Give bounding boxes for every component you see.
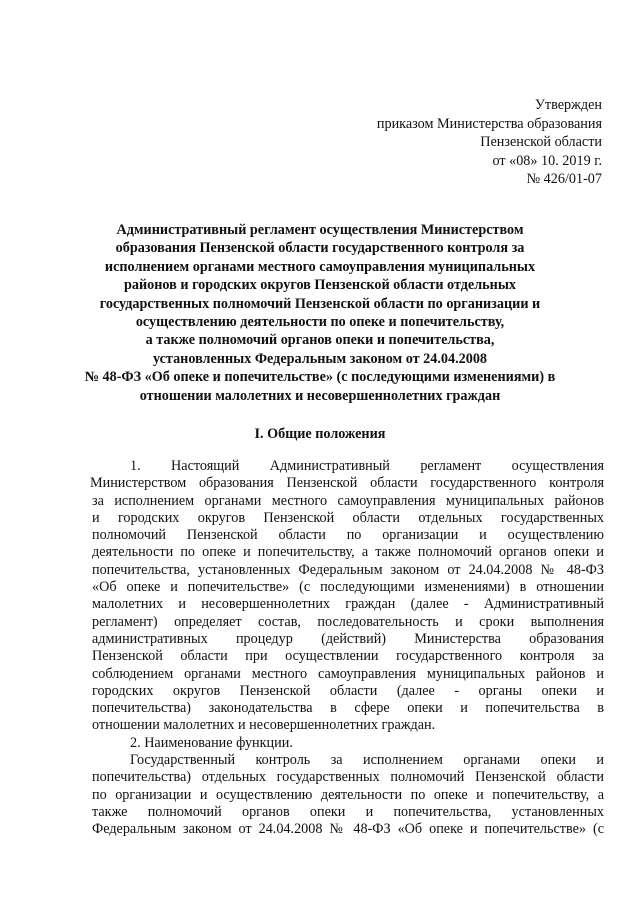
body-line: отношении малолетних и несовершеннолетних граждан. (92, 717, 436, 734)
body-line: попечительства) отдельных государственных полномочий Пензенской области (92, 769, 604, 786)
body-line: Министерством образования Пензенской области государственного контроля (90, 475, 604, 492)
approval-line: от «08» 10. 2019 г. (492, 152, 602, 169)
title-line: исполнением органами местного самоуправления муниципальных (104, 258, 536, 275)
title-line: государственных полномочий Пензенской области по организации и (99, 295, 541, 312)
body-line: 2. Наименование функции. (130, 734, 293, 751)
section-heading: I. Общие положения (254, 426, 386, 442)
title-line: образования Пензенской области государственного контроля за (115, 240, 525, 257)
body-line: административных процедур (действий) Министерства образования (92, 630, 604, 647)
approval-stamp (272, 96, 602, 189)
title-line: отношении малолетних и несовершеннолетних граждан (139, 387, 501, 404)
body-line: городских округов Пензенской области (далее - органы опеки и (92, 682, 604, 699)
title-line: районов и городских округов Пензенской области отдельных (123, 277, 517, 294)
title-line: установленных Федеральным законом от 24.04.2008 (152, 350, 488, 367)
body-line: соблюдением органами местного самоуправления муниципальных районов и (92, 665, 604, 682)
body-line: полномочий Пензенской области по организации и осуществлению (92, 527, 604, 544)
body-line: Государственный контроль за исполнением органами опеки и (130, 752, 604, 769)
title-line: № 48-ФЗ «Об опеке и попечительстве» (с последующими изменениями) в (84, 369, 556, 386)
body-line: деятельности по опеке и попечительству, а также полномочий органов опеки и (92, 544, 604, 561)
body-line: Федеральным законом от 24.04.2008 № 48-ФЗ «Об опеке и попечительстве» (с (92, 821, 604, 838)
body-line: «Об опеке и попечительстве» (с последующими изменениями) в отношении (92, 579, 604, 596)
title-line: осуществлению деятельности по опеке и попечительству, (135, 314, 505, 331)
body-line: регламент) определяет состав, последовательность и сроки выполнения (92, 613, 604, 630)
approval-line: Утвержден (534, 97, 602, 113)
body-line: и городских округов Пензенской области отдельных государственных (92, 509, 604, 526)
body-line: попечительства, установленных Федеральным законом от 24.04.2008 № 48-ФЗ (92, 561, 604, 578)
approval-line: № 426/01-07 (526, 171, 602, 187)
body-text (92, 458, 604, 839)
title-line: Административный регламент осуществления Министерством (116, 222, 524, 238)
document-title (60, 221, 580, 405)
body-line: также полномочий органов опеки и попечительства, установленных (92, 803, 604, 820)
body-line: по организации и осуществлению деятельности по опеке и попечительству, а (92, 786, 604, 803)
body-line: попечительства) законодательства в сфере опеки и попечительства в (92, 700, 604, 717)
approval-line: приказом Министерства образования (376, 115, 602, 132)
body-line: за исполнением органами местного самоуправления муниципальных районов (92, 492, 604, 509)
body-line: 1. Настоящий Административный регламент осуществления (130, 458, 604, 474)
body-line: малолетних и несовершеннолетних граждан (далее - Административный (92, 596, 604, 613)
body-line: Пензенской области при осуществлении государственного контроля за (92, 648, 604, 665)
title-line: а также полномочий органов опеки и попечительства, (145, 332, 495, 349)
approval-line: Пензенской области (480, 134, 602, 150)
